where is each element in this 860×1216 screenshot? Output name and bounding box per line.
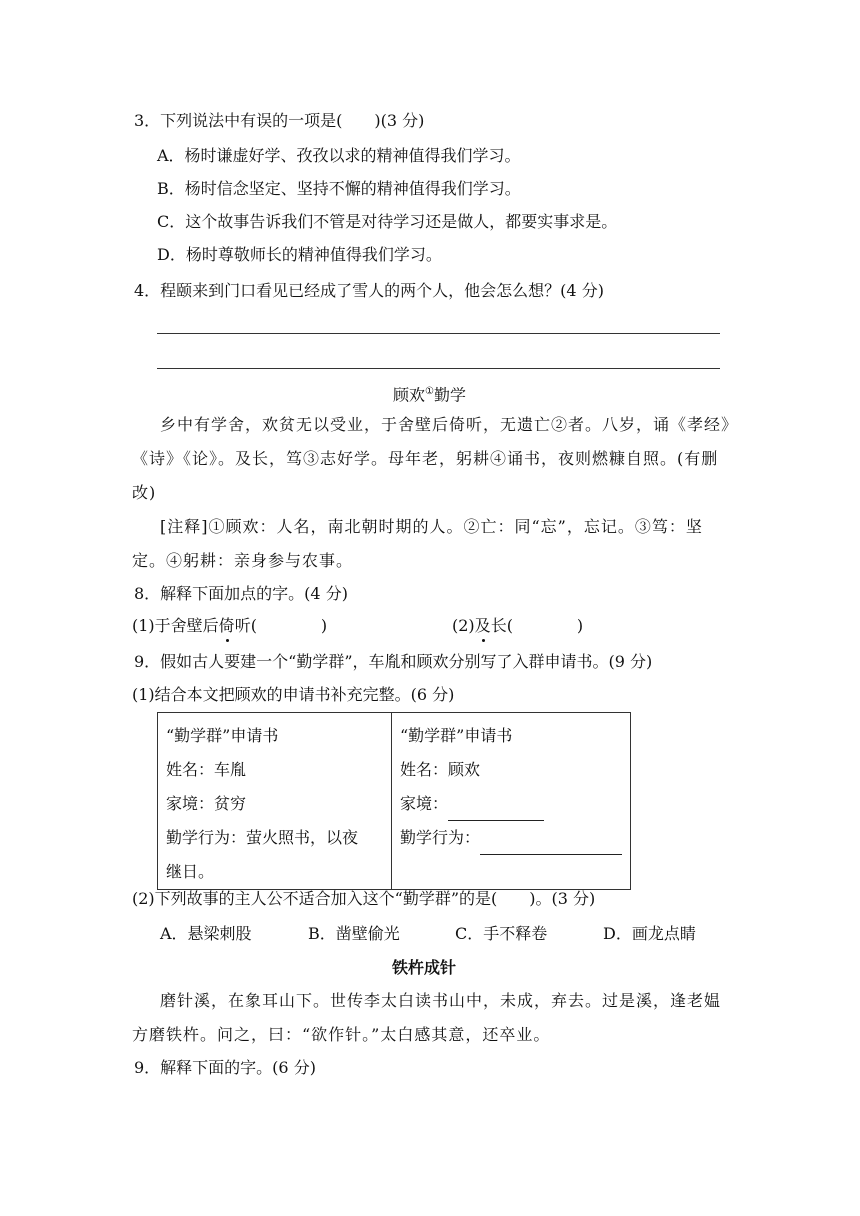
question-9-stem: 9．假如古人要建一个“勤学群”，车胤和顾欢分别写了入群申请书。(9 分)	[134, 652, 653, 671]
passage-1-title-post: 勤学	[433, 385, 466, 405]
passage-1-line-3: 改)	[132, 483, 157, 502]
left-behavior-2: 继日。	[166, 862, 215, 881]
passage-1-note-1: [注释]①顾欢：人名，南北朝时期的人。②亡：同“忘”，忘记。③笃：坚	[160, 517, 703, 536]
question-3-option-d: D．杨时尊敬师长的精神值得我们学习。	[157, 245, 442, 264]
dotted-char-yi: 倚	[218, 616, 235, 635]
behavior-blank[interactable]	[480, 838, 622, 855]
item-1-text-pre: (1)于舍壁后	[132, 616, 219, 635]
passage-1-title-pre: 顾欢	[393, 385, 426, 405]
answer-line-2[interactable]	[157, 368, 720, 369]
option-c: C．手不释卷	[455, 924, 548, 943]
passage-2-line-1: 磨针溪，在象耳山下。世传李太白读书山中，未成，弃去。过是溪，逢老媪	[160, 991, 722, 1010]
item-1-text-post[interactable]: 听( )	[234, 616, 328, 635]
question-3-option-a: A．杨时谦虚好学、孜孜以求的精神值得我们学习。	[157, 146, 521, 165]
question-9-sub-1: (1)结合本文把顾欢的申请书补充完整。(6 分)	[132, 685, 455, 704]
passage-1-line-1: 乡中有学舍，欢贫无以受业，于舍壁后倚听，无遗亡②者。八岁，诵《孝经》	[160, 415, 739, 434]
item-2-text-post[interactable]: 长( )	[490, 616, 584, 635]
option-a: A．悬梁刺股	[160, 924, 252, 943]
left-title: “勤学群”申请书	[166, 726, 279, 745]
passage-1-note-2: 定。④躬耕：亲身参与农事。	[132, 551, 354, 570]
question-3-stem: 3．下列说法中有误的一项是( )(3 分)	[134, 111, 425, 130]
question-3-option-b: B．杨时信念坚定、坚持不懈的精神值得我们学习。	[157, 179, 521, 198]
footnote-marker: ①	[425, 386, 434, 397]
question-8-item-2	[452, 615, 583, 637]
question-8-stem: 8．解释下面加点的字。(4 分)	[134, 584, 348, 603]
application-left	[158, 713, 392, 890]
right-behavior-row	[400, 821, 622, 855]
passage-2-title: 铁杵成针	[392, 958, 457, 977]
left-name: 姓名：车胤	[166, 760, 247, 779]
right-family-row	[400, 787, 622, 821]
right-behavior-label: 勤学行为：	[399, 828, 480, 847]
question-8-item-1	[132, 615, 327, 637]
question-9b-stem: 9．解释下面的字。(6 分)	[134, 1058, 316, 1077]
item-2-text-pre: (2)	[452, 616, 475, 635]
right-title: “勤学群”申请书	[399, 726, 513, 745]
question-4-stem: 4．程颐来到门口看见已经成了雪人的两个人，他会怎么想？(4 分)	[134, 281, 604, 300]
question-9-sub-2: (2)下列故事的主人公不适合加入这个“勤学群”的是( )。(3 分)	[132, 889, 596, 908]
passage-1-line-2: 《诗》《论》。及长，笃③志好学。母年老，躬耕④诵书，夜则燃糠自照。(有删	[132, 449, 719, 468]
left-behavior-1: 勤学行为：萤火照书，以夜	[166, 828, 359, 847]
option-b: B．凿壁偷光	[308, 924, 400, 943]
answer-line-1[interactable]	[157, 333, 720, 334]
family-blank[interactable]	[448, 804, 544, 821]
passage-2-line-2: 方磨铁杵。问之，曰：“欲作针。”太白感其意，还卒业。	[132, 1025, 551, 1044]
application-table	[157, 712, 631, 890]
option-d: D．画龙点睛	[603, 924, 696, 943]
right-name: 姓名：顾欢	[399, 760, 480, 779]
left-family: 家境：贫穷	[166, 794, 247, 813]
question-3-option-c: C．这个故事告诉我们不管是对待学习还是做人，都要实事求是。	[157, 212, 618, 231]
application-right	[391, 713, 630, 890]
dotted-char-ji: 及	[474, 616, 491, 635]
passage-1-title	[393, 381, 466, 406]
right-family-label: 家境：	[399, 794, 448, 813]
